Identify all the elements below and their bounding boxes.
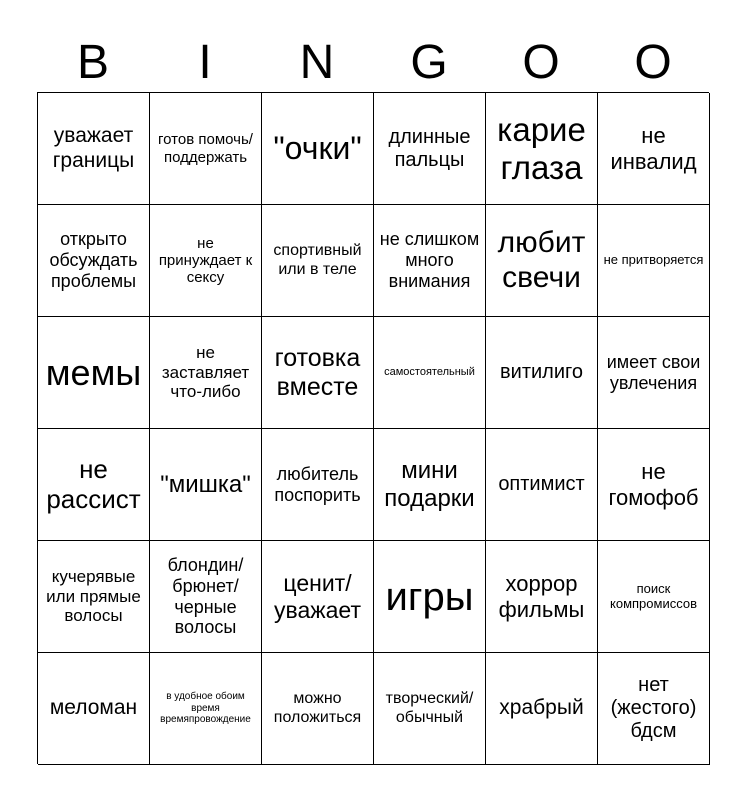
- bingo-cell[interactable]: [262, 205, 374, 317]
- cell-text: не притворяется: [603, 252, 704, 268]
- cell-text: блондин/ брюнет/ черные волосы: [167, 555, 244, 638]
- cell-text: храбрый: [499, 696, 584, 720]
- header-letter: O: [522, 35, 560, 89]
- bingo-cell[interactable]: [38, 653, 150, 765]
- bingo-cell[interactable]: [38, 93, 150, 205]
- bingo-cell[interactable]: [374, 317, 486, 429]
- bingo-cell[interactable]: [598, 541, 710, 653]
- bingo-cell[interactable]: [486, 429, 598, 541]
- bingo-cell[interactable]: [150, 205, 262, 317]
- bingo-cell[interactable]: [38, 429, 150, 541]
- cell-text: длинные пальцы: [388, 125, 471, 171]
- bingo-header: [37, 32, 709, 92]
- bingo-cell[interactable]: [262, 429, 374, 541]
- cell-text: не гомофоб: [608, 459, 699, 510]
- cell-text: готовка вместе: [274, 343, 361, 401]
- bingo-grid: [37, 92, 709, 764]
- bingo-cell[interactable]: [150, 317, 262, 429]
- bingo-cell[interactable]: [150, 93, 262, 205]
- cell-text: уважает границы: [52, 124, 135, 172]
- bingo-cell[interactable]: [38, 205, 150, 317]
- header-letter: I: [198, 35, 212, 89]
- cell-text: не слишком много внимания: [379, 229, 480, 291]
- cell-text: нет (жестого) бдсм: [610, 674, 697, 742]
- cell-text: "мишка": [160, 470, 251, 498]
- cell-text: карие глаза: [497, 110, 586, 186]
- cell-text: мини подарки: [384, 456, 475, 512]
- bingo-cell[interactable]: [486, 205, 598, 317]
- bingo-cell[interactable]: [598, 93, 710, 205]
- cell-text: в удобное обоим время времяпровождение: [160, 691, 251, 726]
- bingo-cell[interactable]: [38, 541, 150, 653]
- cell-text: любитель поспорить: [274, 463, 361, 505]
- bingo-cell[interactable]: [374, 653, 486, 765]
- cell-text: мемы: [45, 351, 142, 393]
- cell-text: не рассист: [46, 453, 141, 514]
- bingo-cell[interactable]: [262, 653, 374, 765]
- bingo-cell[interactable]: [598, 429, 710, 541]
- bingo-cell[interactable]: [374, 205, 486, 317]
- cell-text: поиск компромиссов: [610, 580, 697, 611]
- bingo-cell[interactable]: [486, 653, 598, 765]
- cell-text: не инвалид: [610, 123, 697, 174]
- cell-text: кучерявые или прямые волосы: [46, 567, 141, 626]
- bingo-cell[interactable]: [598, 653, 710, 765]
- cell-text: открыто обсуждать проблемы: [49, 229, 138, 291]
- header-letter: G: [410, 35, 448, 89]
- cell-text: ценит/ уважает: [274, 570, 361, 623]
- bingo-cell[interactable]: [38, 317, 150, 429]
- header-letter: O: [634, 35, 672, 89]
- cell-text: "очки": [273, 130, 362, 167]
- cell-text: имеет свои увлечения: [606, 351, 701, 393]
- bingo-cell[interactable]: [374, 429, 486, 541]
- cell-text: не заставляет что-либо: [161, 343, 250, 402]
- cell-text: игры: [385, 574, 474, 619]
- cell-text: можно положиться: [273, 690, 362, 726]
- bingo-cell[interactable]: [598, 205, 710, 317]
- cell-text: не принуждает к сексу: [158, 234, 253, 287]
- header-letter: B: [76, 35, 109, 89]
- bingo-cell[interactable]: [486, 541, 598, 653]
- cell-text: хоррор фильмы: [498, 571, 585, 622]
- cell-text: любит свечи: [497, 226, 586, 294]
- bingo-cell[interactable]: [150, 541, 262, 653]
- header-letter: N: [299, 35, 335, 89]
- bingo-cell[interactable]: [150, 429, 262, 541]
- cell-text: оптимист: [498, 473, 585, 495]
- bingo-cell[interactable]: [262, 317, 374, 429]
- cell-text: спортивный или в теле: [273, 242, 362, 278]
- bingo-cell[interactable]: [598, 317, 710, 429]
- bingo-cell[interactable]: [374, 541, 486, 653]
- bingo-cell[interactable]: [486, 317, 598, 429]
- bingo-cell[interactable]: [486, 93, 598, 205]
- cell-text: готов помочь/ поддержать: [158, 131, 253, 166]
- cell-text: творческий/ обычный: [385, 690, 474, 726]
- bingo-cell[interactable]: [262, 541, 374, 653]
- cell-text: меломан: [49, 696, 138, 720]
- bingo-cell[interactable]: [262, 93, 374, 205]
- cell-text: витилиго: [500, 361, 583, 383]
- cell-text: самостоятельный: [384, 366, 475, 379]
- bingo-cell[interactable]: [374, 93, 486, 205]
- bingo-cell[interactable]: [150, 653, 262, 765]
